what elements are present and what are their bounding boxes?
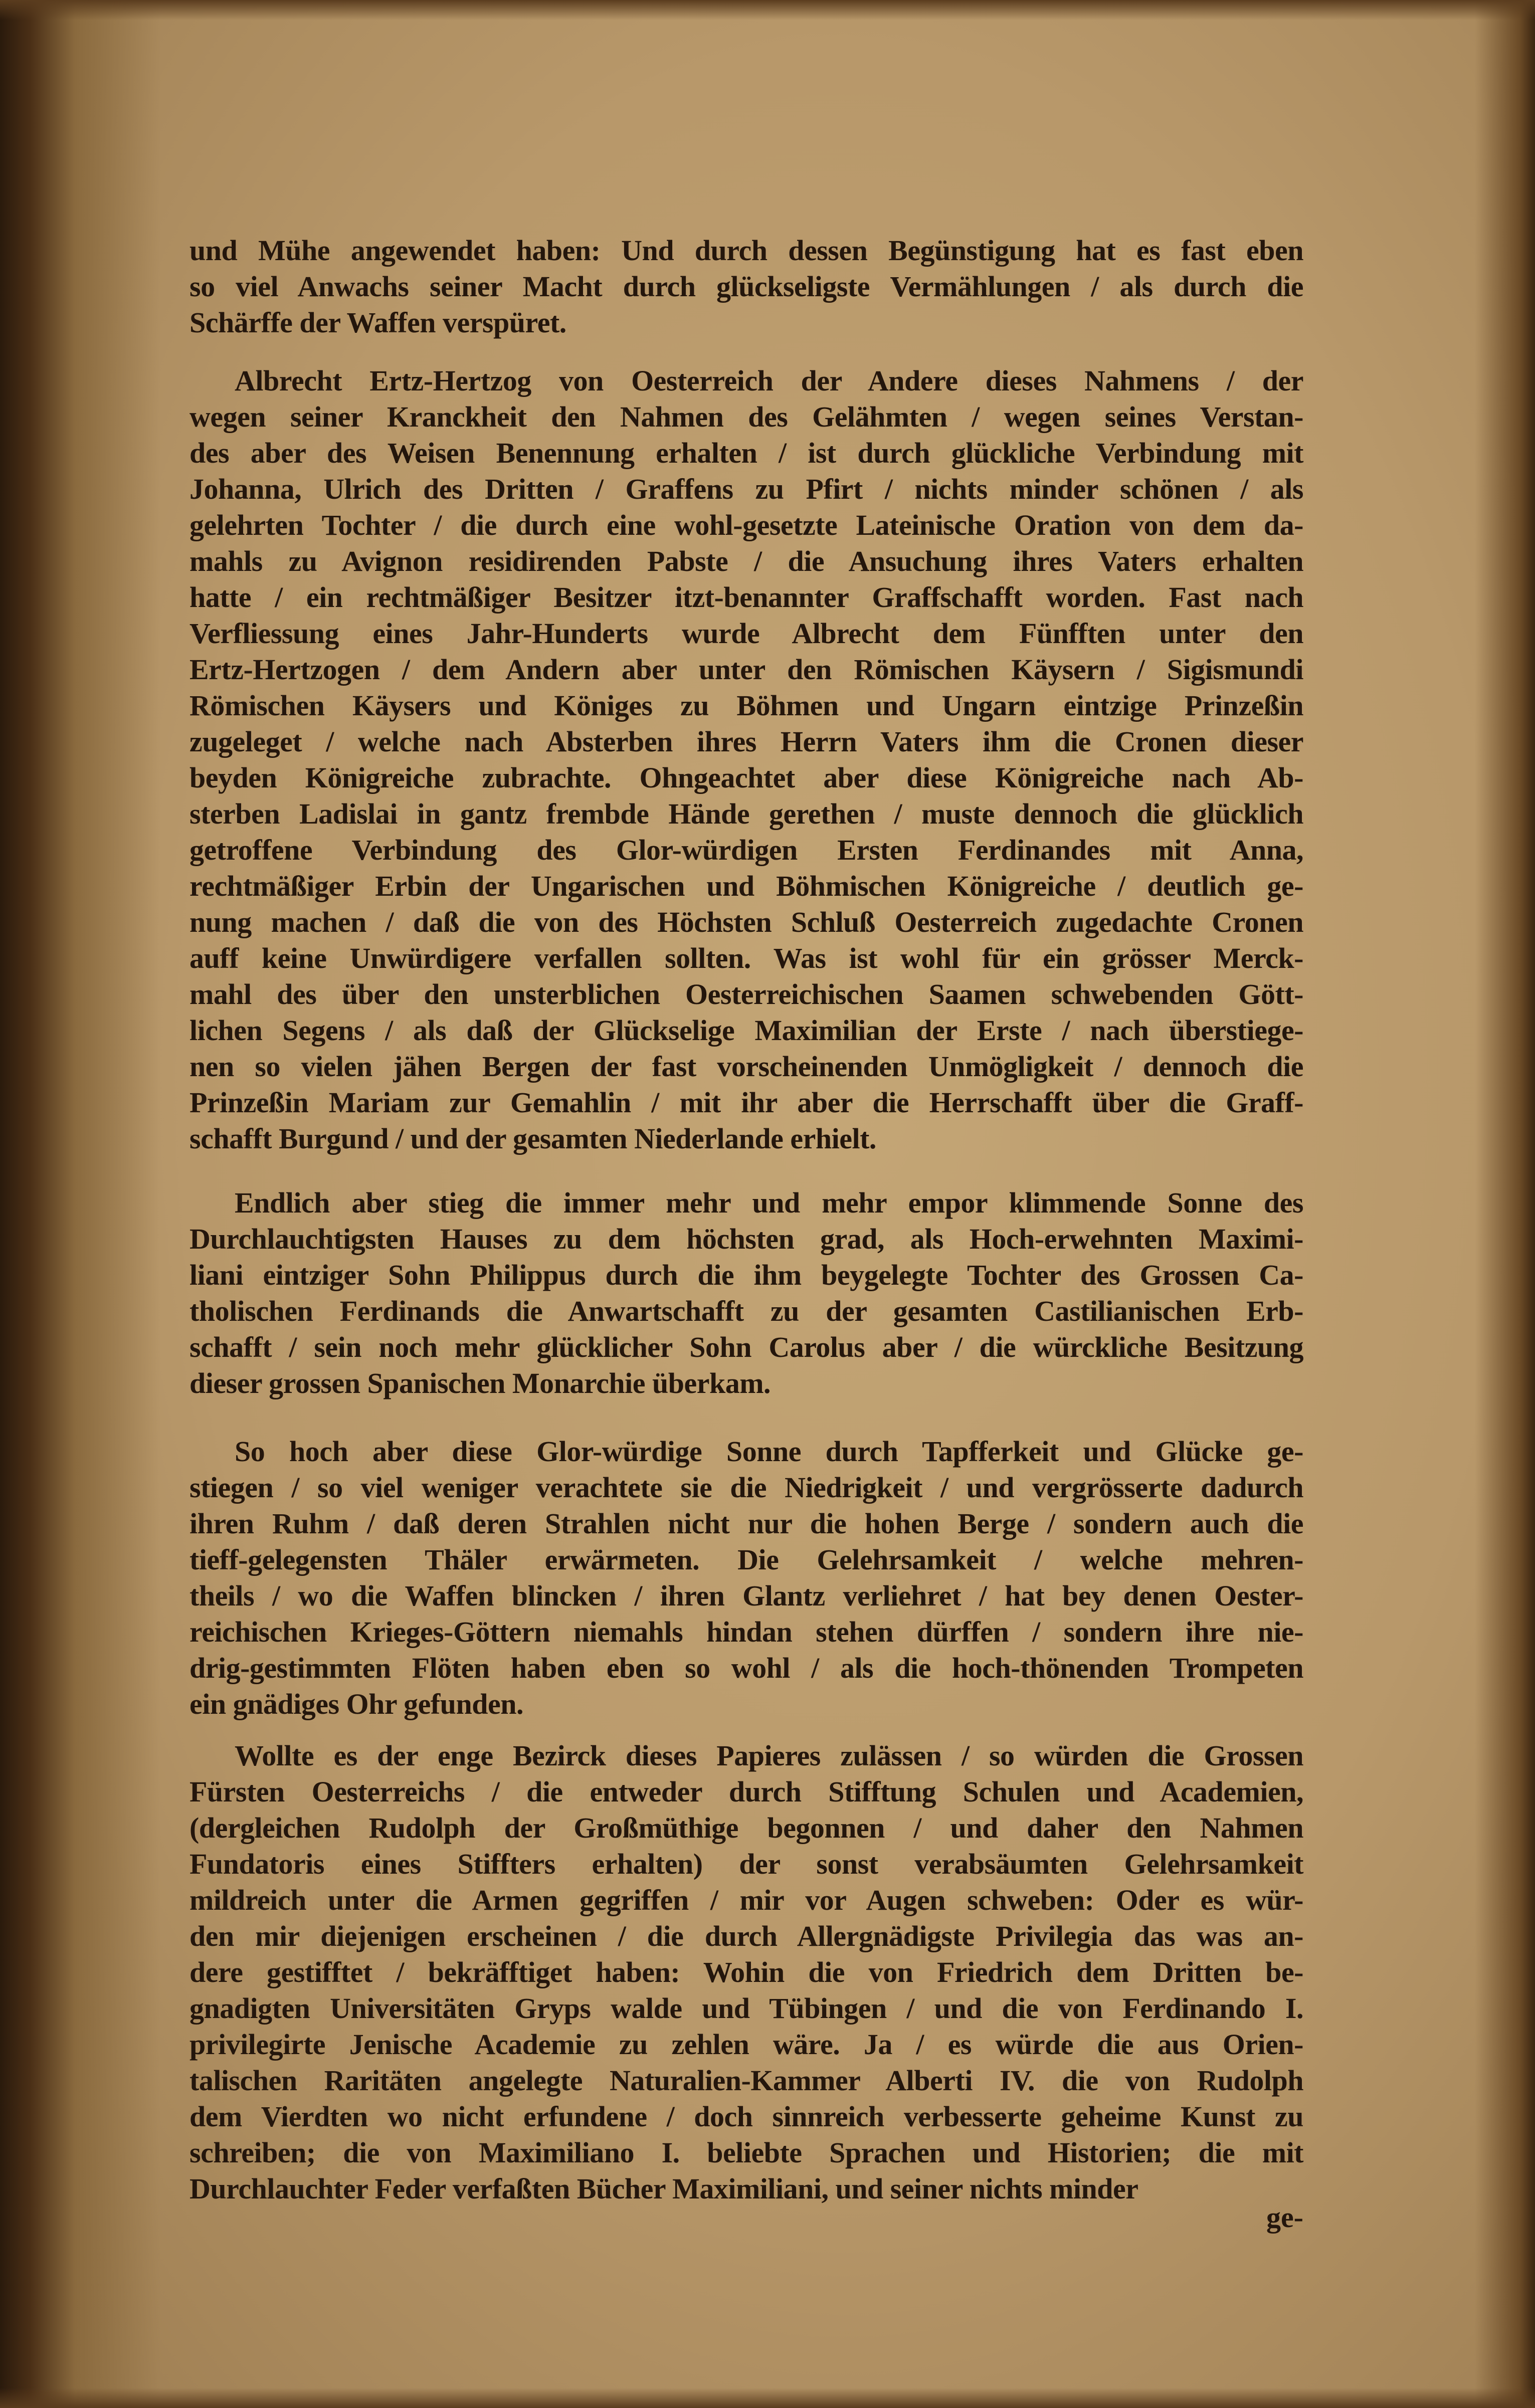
text-line: liani eintziger Sohn Philippus durch die ihm beygelegte Tochter des Grossen Ca- <box>189 1259 1303 1291</box>
text-line: ein gnädiges Ohr gefunden. <box>189 1688 523 1720</box>
text-line: Durchlauchtigsten Hauses zu dem höchsten grad, als Hoch-erwehnten Maximi- <box>189 1223 1303 1255</box>
page-edge-top <box>0 0 1535 20</box>
text-line: nen so vielen jähen Bergen der fast vorscheinenden Unmögligkeit / dennoch die <box>189 1050 1303 1083</box>
text-line: Schärffe der Waffen verspüret. <box>189 306 566 339</box>
text-line: Wollte es der enge Bezirck dieses Papieres zulässen / so würden die Grossen <box>235 1739 1303 1772</box>
text-line: Fundatoris eines Stiffters erhalten) der sonst verabsäumten Gelehrsamkeit <box>189 1848 1303 1880</box>
text-line: Endlich aber stieg die immer mehr und mehr empor klimmende Sonne des <box>235 1186 1303 1219</box>
text-line: schafft Burgund / und der gesamten Niederlande erhielt. <box>189 1122 876 1155</box>
text-line: ihren Ruhm / daß deren Strahlen nicht nur die hohen Berge / sondern auch die <box>189 1507 1303 1540</box>
text-line: wegen seiner Kranckheit den Nahmen des Gelähmten / wegen seines Verstan- <box>189 400 1303 433</box>
text-line: Albrecht Ertz-Hertzog von Oesterreich der Andere dieses Nahmens / der <box>235 364 1303 397</box>
text-line: Ertz-Hertzogen / dem Andern aber unter den Römischen Käysern / Sigismundi <box>189 653 1303 686</box>
text-line: mahls zu Avignon residirenden Pabste / die Ansuchung ihres Vaters erhalten <box>189 545 1303 577</box>
text-line: gelehrten Tochter / die durch eine wohl-gesetzte Lateinische Oration von dem da- <box>189 509 1303 541</box>
text-line: Prinzeßin Mariam zur Gemahlin / mit ihr aber die Herrschafft über die Graff- <box>189 1086 1303 1119</box>
text-line: dieser grossen Spanischen Monarchie überkam. <box>189 1367 771 1399</box>
text-line: beyden Königreiche zubrachte. Ohngeachtet aber diese Königreiche nach Ab- <box>189 761 1303 794</box>
paragraph-2 <box>189 363 1303 1157</box>
text-line: des aber des Weisen Benennung erhalten / ist durch glückliche Verbindung mit <box>189 437 1303 469</box>
text-line: So hoch aber diese Glor-würdige Sonne durch Tapfferkeit und Glücke ge- <box>235 1435 1303 1468</box>
text-line: sterben Ladislai in gantz frembde Hände gerethen / muste dennoch die glücklich <box>189 797 1303 830</box>
text-line: dere gestifftet / bekräfftiget haben: Wohin die von Friedrich dem Dritten be- <box>189 1956 1303 1988</box>
text-line: schafft / sein noch mehr glücklicher Sohn Carolus aber / die würckliche Besitzung <box>189 1331 1303 1363</box>
text-line: dem Vierdten wo nicht erfundene / doch sinnreich verbesserte geheime Kunst zu <box>189 2100 1303 2133</box>
text-line: getroffene Verbindung des Glor-würdigen Ersten Ferdinandes mit Anna, <box>189 834 1303 866</box>
text-line: talischen Raritäten angelegte Naturalien-Kammer Alberti IV. die von Rudolph <box>189 2064 1303 2097</box>
page-edge-bottom <box>0 2388 1535 2408</box>
text-line: lichen Segens / als daß der Glückselige Maximilian der Erste / nach überstiege- <box>189 1014 1303 1047</box>
text-line: so viel Anwachs seiner Macht durch glückseligste Vermählungen / als durch die <box>189 270 1303 303</box>
text-line: Fürsten Oesterreichs / die entweder durch Stifftung Schulen und Academien, <box>189 1775 1303 1808</box>
text-line: Römischen Käysers und Königes zu Böhmen und Ungarn eintzige Prinzeßin <box>189 689 1303 722</box>
text-line: nung machen / daß die von des Höchsten Schluß Oesterreich zugedachte Cronen <box>189 906 1303 938</box>
text-line: privilegirte Jenische Academie zu zehlen wäre. Ja / es würde die aus Orien- <box>189 2028 1303 2061</box>
text-line: hatte / ein rechtmäßiger Besitzer itzt-benannter Graffschafft worden. Fast nach <box>189 581 1303 614</box>
catchword: ge- <box>1266 2201 1303 2234</box>
text-line: tholischen Ferdinands die Anwartschafft zu der gesamten Castilianischen Erb- <box>189 1295 1303 1327</box>
text-line: auff keine Unwürdigere verfallen sollten. Was ist wohl für ein grösser Merck- <box>189 942 1303 974</box>
text-line: mildreich unter die Armen gegriffen / mir vor Augen schweben: Oder es wür- <box>189 1884 1303 1916</box>
text-line: drig-gestimmten Flöten haben eben so wohl / als die hoch-thönenden Trompeten <box>189 1652 1303 1684</box>
paragraph-5 <box>189 1738 1303 2207</box>
paragraph-4 <box>189 1434 1303 1722</box>
text-line: Johanna, Ulrich des Dritten / Graffens zu Pfirt / nichts minder schönen / als <box>189 473 1303 505</box>
text-line: (dergleichen Rudolph der Großmüthige begonnen / und daher den Nahmen <box>189 1812 1303 1844</box>
text-line: den mir diejenigen erscheinen / die durch Allergnädigste Privilegia das was an- <box>189 1920 1303 1952</box>
text-line: zugeleget / welche nach Absterben ihres Herrn Vaters ihm die Cronen dieser <box>189 725 1303 758</box>
text-line: schreiben; die von Maximiliano I. beliebte Sprachen und Historien; die mit <box>189 2136 1303 2169</box>
text-line: stiegen / so viel weniger verachtete sie die Niedrigkeit / und vergrösserte dadurch <box>189 1471 1303 1504</box>
paragraph-3 <box>189 1185 1303 1401</box>
text-line: mahl des über den unsterblichen Oesterreichischen Saamen schwebenden Gött- <box>189 978 1303 1011</box>
text-line: Verfliessung eines Jahr-Hunderts wurde Albrecht dem Fünfften unter den <box>189 617 1303 650</box>
text-line: theils / wo die Waffen blincken / ihren Glantz verliehret / hat bey denen Oester- <box>189 1579 1303 1612</box>
text-line: reichischen Krieges-Göttern niemahls hindan stehen dürffen / sondern ihre nie- <box>189 1616 1303 1648</box>
text-line: gnadigten Universitäten Gryps walde und Tübingen / und die von Ferdinando I. <box>189 1992 1303 2025</box>
text-line: rechtmäßiger Erbin der Ungarischen und Böhmischen Königreiche / deutlich ge- <box>189 870 1303 902</box>
text-line: tieff-gelegensten Thäler erwärmeten. Die Gelehrsamkeit / welche mehren- <box>189 1543 1303 1576</box>
text-line: und Mühe angewendet haben: Und durch dessen Begünstigung hat es fast eben <box>189 234 1303 267</box>
paragraph-1 <box>189 233 1303 341</box>
text-line: Durchlauchter Feder verfaßten Bücher Maximiliani, und seiner nichts minder <box>189 2172 1138 2205</box>
